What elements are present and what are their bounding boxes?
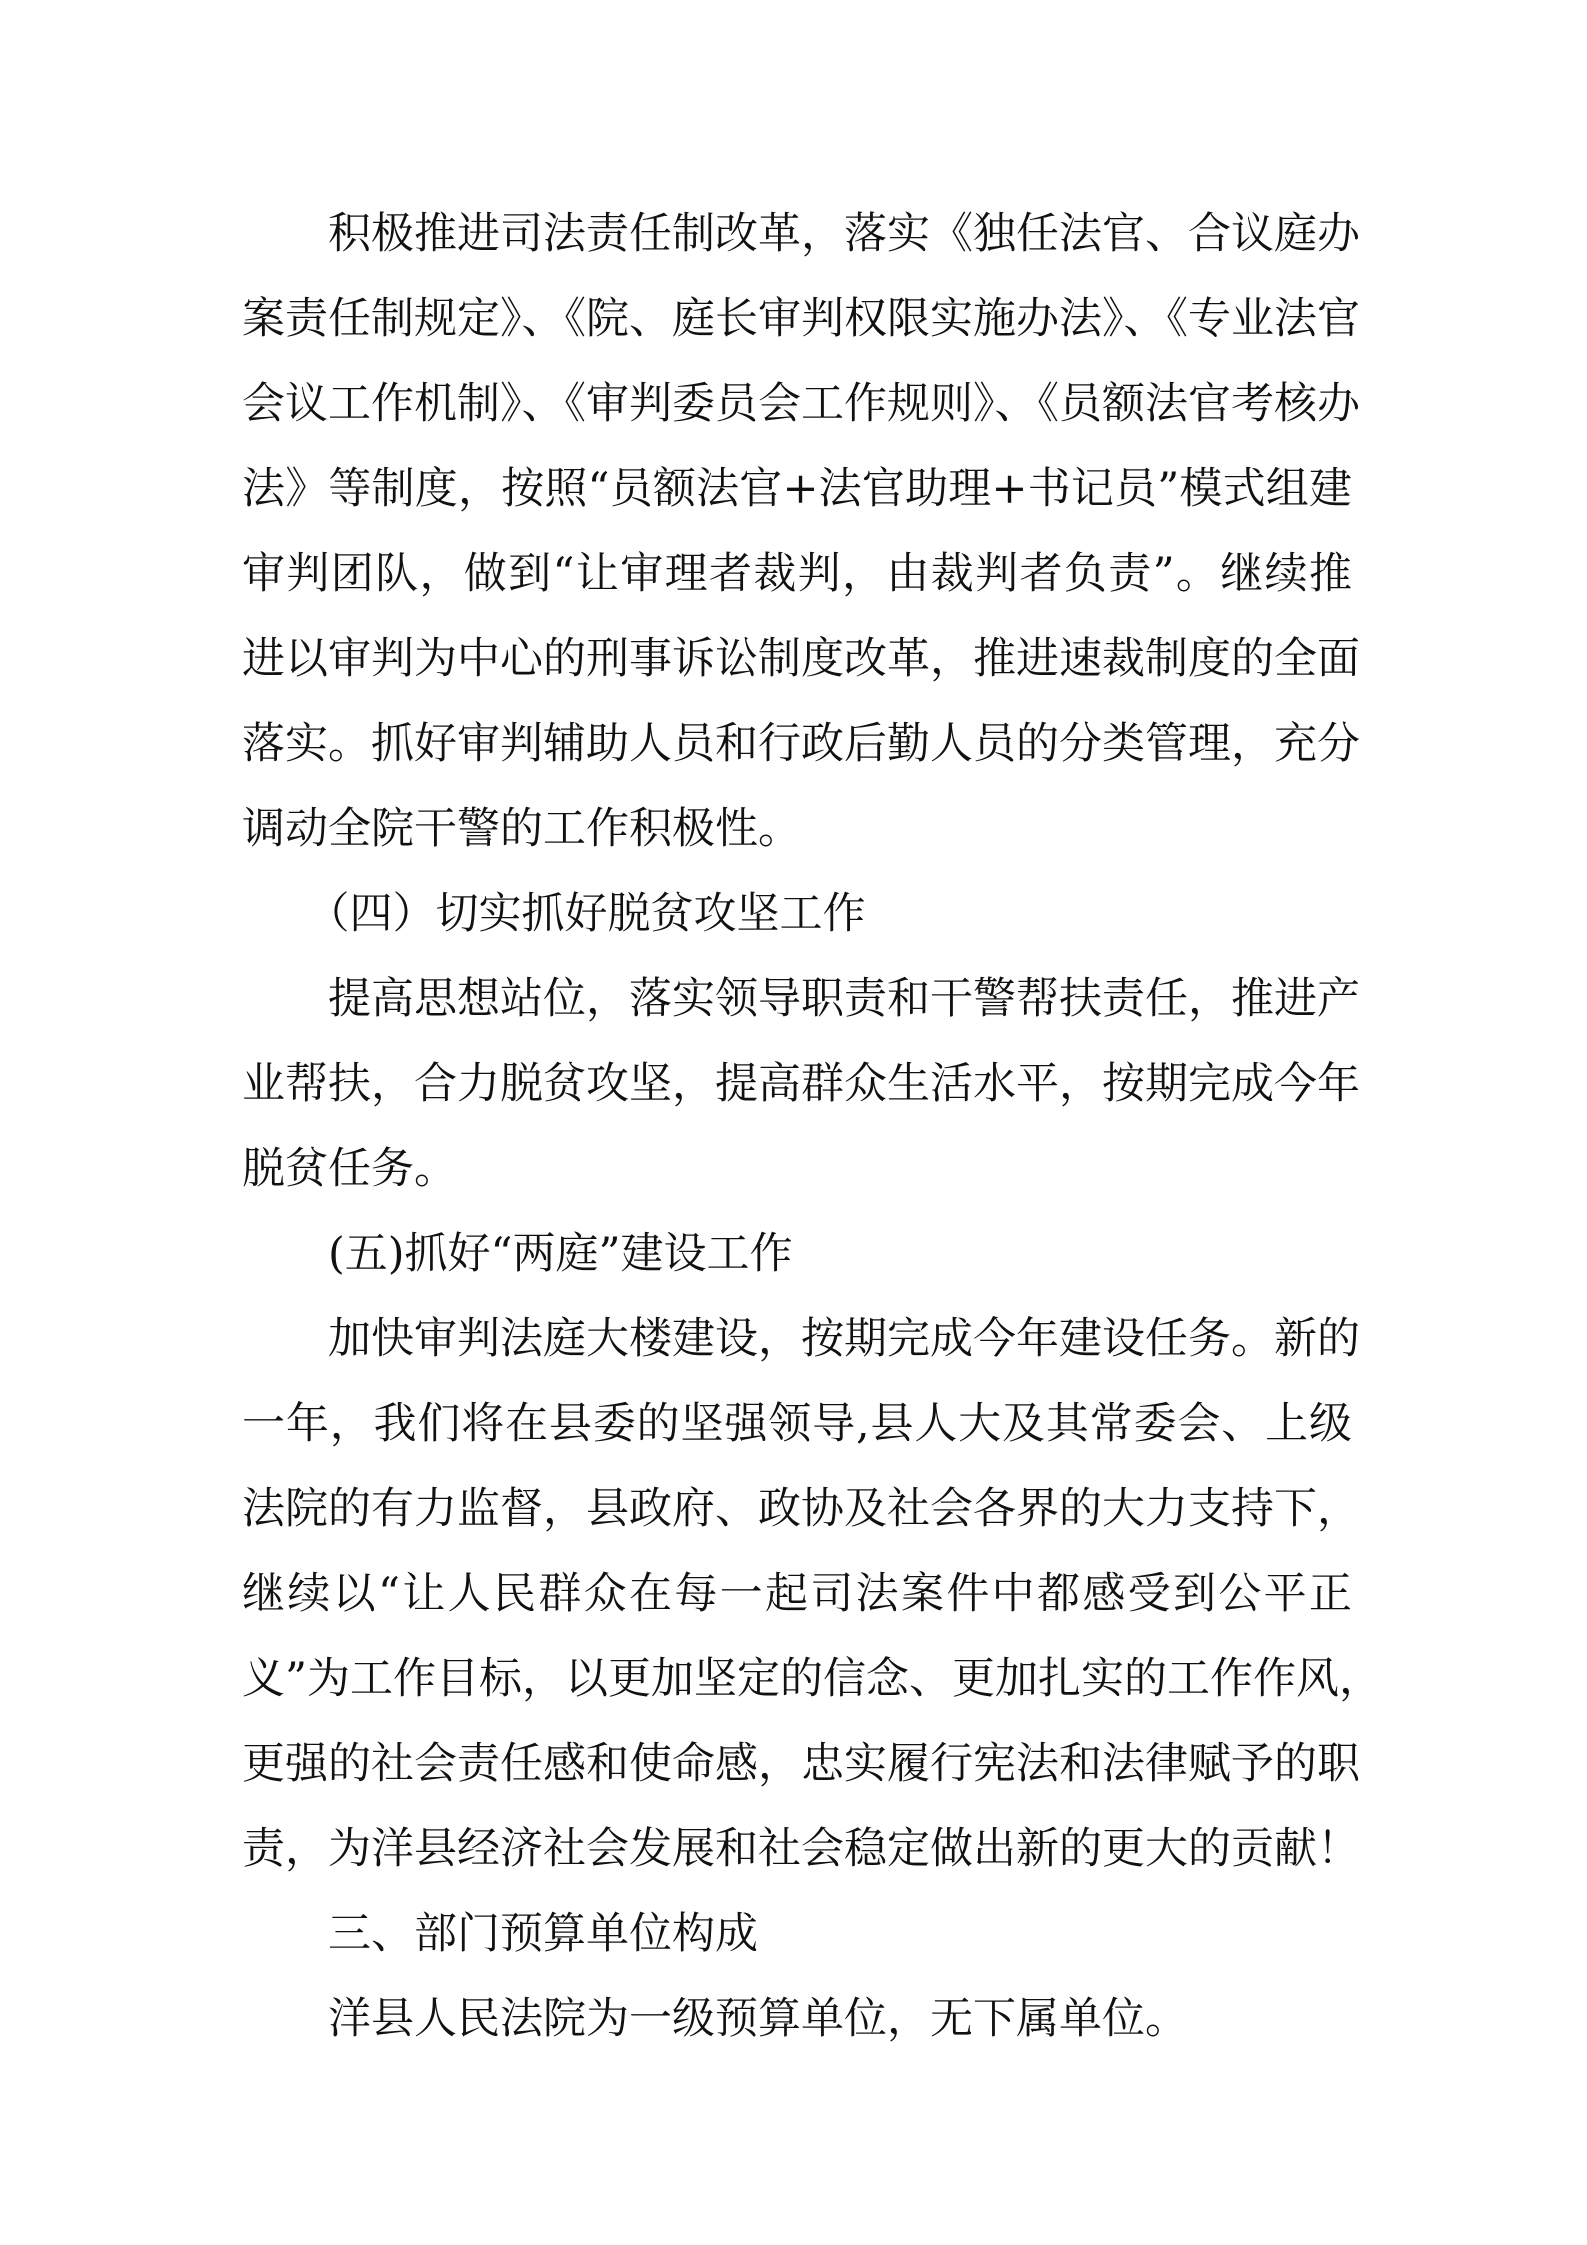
text-line: 案责任制规定》、《院、庭长审判权限实施办法》、《专业法官	[242, 294, 1360, 344]
text-line: 法》等制度，按照“员额法官+法官助理+书记员”模式组建	[242, 464, 1352, 514]
text-line: 调动全院干警的工作积极性。	[242, 804, 801, 854]
text-line: 提高思想站位，落实领导职责和干警帮扶责任，推进产	[242, 974, 1360, 1024]
text-line: 法院的有力监督，县政府、政协及社会各界的大力支持下，	[242, 1484, 1360, 1534]
text-line: 落实。抓好审判辅助人员和行政后勤人员的分类管理，充分	[242, 719, 1360, 769]
text-line: 更强的社会责任感和使命感，忠实履行宪法和法律赋予的职	[242, 1739, 1360, 1789]
text-line: 积极推进司法责任制改革，落实《独任法官、合议庭办	[242, 209, 1360, 259]
text-line: 会议工作机制》、《审判委员会工作规则》、《员额法官考核办	[242, 379, 1360, 429]
text-line: 洋县人民法院为一级预算单位，无下属单位。	[242, 1994, 1188, 2044]
section-heading: 三、部门预算单位构成	[242, 1909, 758, 1959]
text-line: 加快审判法庭大楼建设，按期完成今年建设任务。新的	[242, 1314, 1360, 1364]
text-line: 一年，我们将在县委的坚强领导,县人大及其常委会、上级	[242, 1399, 1352, 1449]
text-line: 进以审判为中心的刑事诉讼制度改革，推进速裁制度的全面	[242, 634, 1360, 684]
text-line: 义”为工作目标，以更加坚定的信念、更加扎实的工作作风，	[242, 1654, 1382, 1704]
text-line: 业帮扶，合力脱贫攻坚，提高群众生活水平，按期完成今年	[242, 1059, 1360, 1109]
text-line: 审判团队，做到“让审理者裁判，由裁判者负责”。继续推	[242, 549, 1352, 599]
section-heading: (五)抓好“两庭”建设工作	[242, 1229, 793, 1279]
text-line: 脱贫任务。	[242, 1144, 457, 1194]
section-heading: （四）切实抓好脱贫攻坚工作	[242, 889, 866, 939]
text-line: 责，为洋县经济社会发展和社会稳定做出新的更大的贡献！	[242, 1824, 1360, 1874]
text-line: 继续以“让人民群众在每一起司法案件中都感受到公平正	[242, 1569, 1352, 1619]
